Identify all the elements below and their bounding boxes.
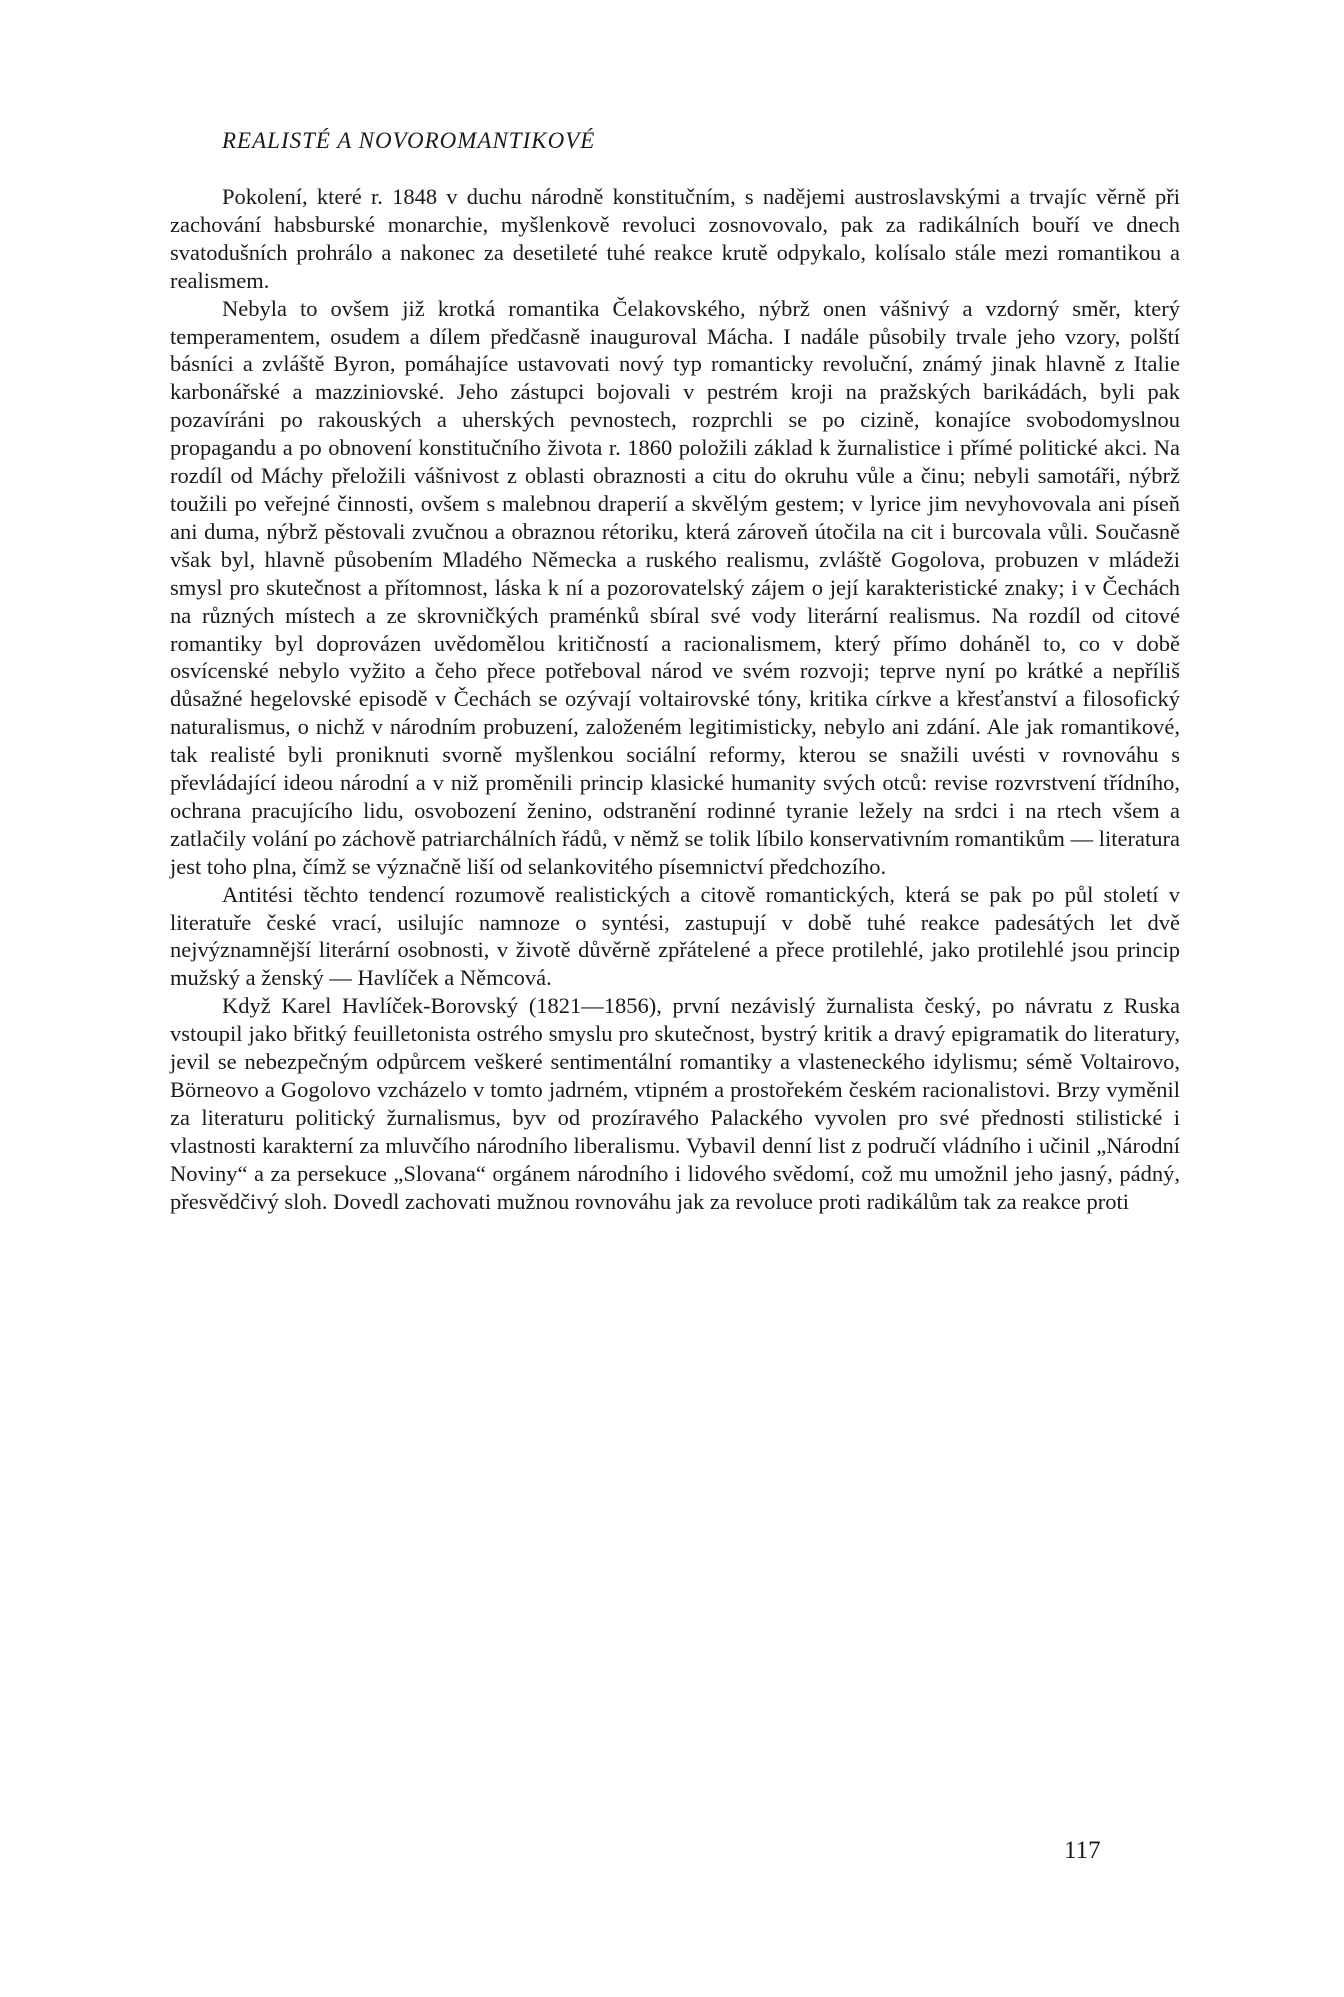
paragraph: Když Karel Havlíček-Borovský (1821—1856), první nezávislý žurnalista český, po návratu z Ruska vstoupil jako břitký feuilletonista ostrého smyslu pro skutečnost, bystrý kritik a dravý epigramatik do literatury, jevil se nebezpečným odpůrcem veškeré sentimentální romantiky a vlasteneckého idylismu; sémě Voltairovo, Börneovo a Gogolovo vzcházelo v tomto jadrném, vtipném a prostořekém českém racionalistovi. Brzy vyměnil za literaturu politický žurnalismus, byv od prozíravého Palackého vyvolen pro své přednosti stilistické i vlastnosti karakterní za mluvčího národního liberalismu. Vybavil denní list z područí vládního i učinil „Národní Noviny“ a za persekuce „Slovana“ orgánem národního i lidového svědomí, což mu umožnil jeho jasný, pádný, přesvědčivý sloh. Dovedl zachovati mužnou rovnováhu jak za revoluce proti radikálům tak za reakce proti xyxy=(170,993,1180,1214)
body-text xyxy=(170,183,1180,1216)
paragraph: Nebyla to ovšem již krotká romantika Čelakovského, nýbrž onen vášnivý a vzdorný směr, který temperamentem, osudem a dílem předčasně inauguroval Mácha. I nadále působily trvale jeho vzory, polští básníci a zvláště Byron, pomáhajíce ustavovati nový typ romanticky revoluční, známý jinak hlavně z Italie karbonářské a mazziniovské. Jeho zástupci bojovali v pestrém kroji na pražských barikádách, byli pak pozavíráni po rakouských a uherských pevnostech, rozprchli se po cizině, konajíce svobodomyslnou propagandu a po obnovení konstitučního života r. 1860 položili základ k žurnalistice i přímé politické akci. Na rozdíl od Máchy přeložili vášnivost z oblasti obraznosti a citu do okruhu vůle a činu; nebyli samotáři, nýbrž toužili po veřejné činnosti, ovšem s malebnou draperií a skvělým gestem; v lyrice jim nevyhovovala ani píseň ani duma, nýbrž pěstovali zvučnou a obraznou rétoriku, která zároveň útočila na cit i burcovala vůli. Současně však byl, hlavně působením Mladého Německa a ruského realismu, zvláště Gogolova, probuzen v mládeži smysl pro skutečnost a přítomnost, láska k ní a pozorovatelský zájem o její karakteristické znaky; i v Čechách na různých místech a ze skrovničkých praménků sbíral své vody literární realismus. Na rozdíl od citové romantiky byl doprovázen uvědomělou kritičností a racionalismem, který přímo doháněl to, co v době osvícenské nebylo vyžito a čeho přece potřeboval národ ve svém rozvoji; teprve nyní po krátké a nepříliš důsažné hegelovské episodě v Čechách se ozývají voltairovské tóny, kritika církve a křesťanství a filosofický naturalismus, o nichž v národním probuzení, založeném legitimisticky, nebylo ani zdání. Ale jak romantikové, tak realisté byli proniknuti svorně myšlenkou sociální reformy, kterou se snažili uvésti v rovnováhu s převládající ideou národní a v niž proměnili princip klasické humanity svých otců: revise rozvrstvení třídního, ochrana pracujícího lidu, osvobození ženino, odstranění rodinné tyranie ležely na srdci i na rtech všem a zatlačily volání po záchově patriarchálních řádů, v němž se tolik líbilo konservativním romantikům — literatura jest toho plna, čímž se význačně liší od selankovitého písemnictví předchozího. xyxy=(170,295,1180,879)
paragraph: Pokolení, které r. 1848 v duchu národně konstitučním, s nadějemi austroslavskými a trvajíc věrně při zachování habsburské monarchie, myšlenkově revoluci zosnovovalo, pak za radikálních bouří ve dnech svatodušních prohrálo a nakonec za desetileté tuhé reakce krutě odpykalo, kolísalo stále mezi romantikou a realismem. xyxy=(170,184,1180,293)
page-number: 117 xyxy=(1064,1837,1101,1864)
running-header: REALISTÉ A NOVOROMANTIKOVÉ xyxy=(222,128,596,153)
paragraph: Antitési těchto tendencí rozumově realistických a citově romantických, která se pak po půl století v literatuře české vrací, usilujíc namnoze o syntési, zastupují v době tuhé reakce padesátých let dvě nejvýznamnější literární osobnosti, v životě důvěrně zpřátelené a přece protilehlé, jako protilehlé jsou princip mužský a ženský — Havlíček a Němcová. xyxy=(170,881,1180,991)
